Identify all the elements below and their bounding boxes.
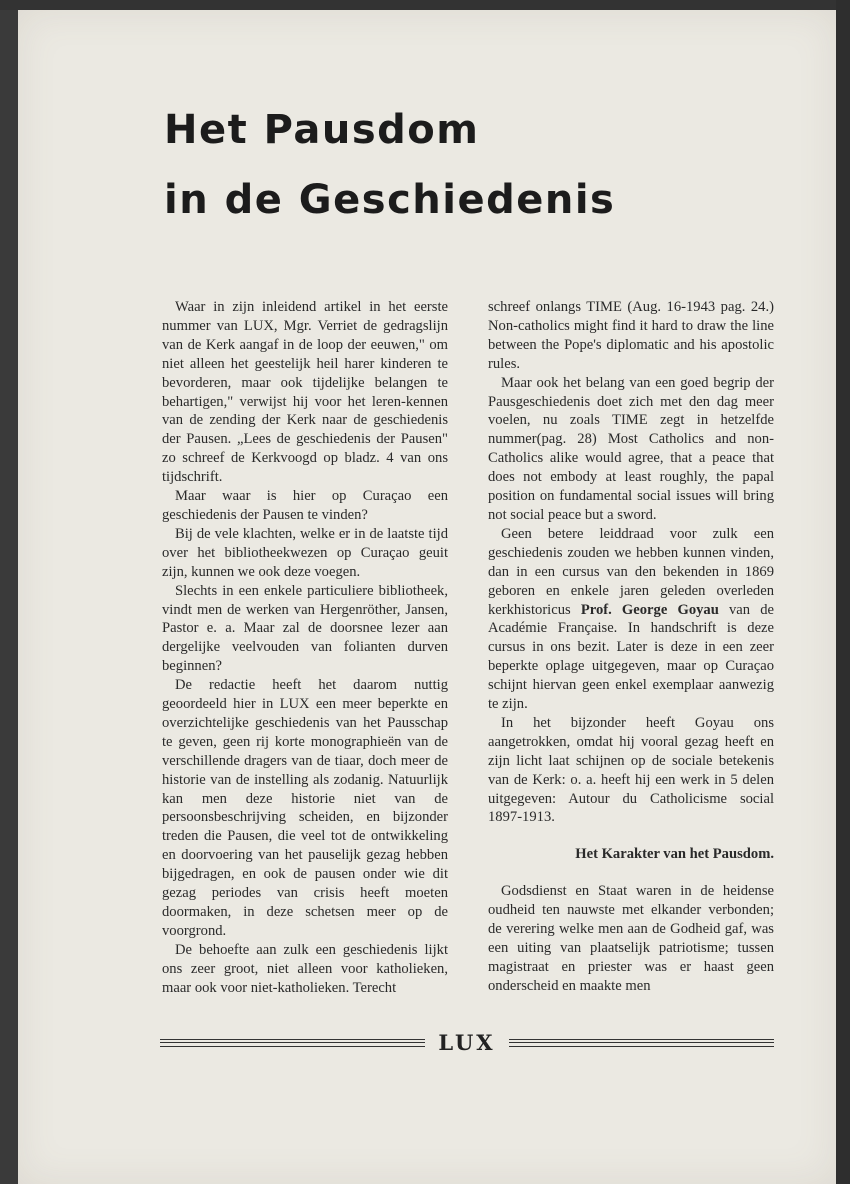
section-subheading: Het Karakter van het Pausdom. [575, 846, 774, 863]
paragraph: Bij de vele klachten, welke er in de laatste tijd over het bibliotheekwezen op Curaçao geuit zijn, kunnen we ook deze voegen. [162, 525, 448, 580]
title-line-2: in de Geschiedenis [164, 177, 616, 223]
paragraph [488, 525, 774, 714]
paragraph: Waar in zijn inleidend artikel in het eerste nummer van LUX, Mgr. Verriet de gedragslijn van de Kerk aangaf in de loop der eeuwen," om niet alleen het geestelijk heil harer kinderen te bevorderen, maar ook tijdelijke belangen te behartigen," verwijst hij voor het leren-kennen van de zending der Kerk naar de geschiedenis der Pausen. „Lees de geschiedenis der Pausen" zo schreef de Kerkvoogd op bladz. 4 van ons tijdschrift. [162, 299, 448, 486]
footer-rule-left [160, 1039, 425, 1047]
lux-logo: LUX [438, 1030, 496, 1055]
paragraph: Slechts in een enkele particuliere bibliotheek, vindt men de werken van Hergenröther, Jansen, Pastor e. a. Maar zal de doorsnee lezer aan dergelijke veelvouden van folianten durven beginnen? [162, 582, 448, 675]
paragraph: schreef onlangs TIME (Aug. 16-1943 pag. 24.) Non-catholics might find it hard to draw the line between the Pope's diplomatic and his apostolic rules. [488, 299, 774, 372]
article-title [164, 95, 724, 235]
scan-right-edge [836, 0, 850, 1184]
footer-rule-right [509, 1039, 774, 1047]
paragraph-text: van de Académie Française. In handschrift is deze cursus in ons bezit. Later is deze in een zeer beperkte oplage uitgegeven, maar op Curaçao schijnt hiervan geen enkel exemplaar aanwezig te zijn. [488, 601, 774, 713]
right-column [488, 298, 774, 996]
paragraph: De behoefte aan zulk een geschiedenis lijkt ons zeer groot, niet alleen voor katholieken, maar ook voor niet-katholieken. Terecht [162, 941, 448, 996]
title-line-1: Het Pausdom [164, 107, 480, 153]
paragraph: Maar ook het belang van een goed begrip der Pausgeschiedenis doet zich met den dag meer voelen, nu zoals TIME zegt in hetzelfde nummer(pag. 28) Most Catholics and non-Catholics alike would agree, that a peace that does not embody at least roughly, the papal position on fundamental social issues will bring not social peace but a sword. [488, 374, 774, 523]
page-footer [160, 1030, 774, 1060]
paragraph: In het bijzonder heeft Goyau ons aangetrokken, omdat hij vooral gezag heeft en zijn licht laat schijnen op de sociale betekenis van de Kerk: o. a. heeft hij een werk in 5 delen uitgegeven: Autour du Catholicisme social 1897-1913. [488, 714, 774, 826]
left-column [162, 298, 448, 998]
scan-top-edge [0, 0, 850, 10]
author-name: Prof. George Goyau [580, 601, 719, 618]
paragraph: Maar waar is hier op Curaçao een geschiedenis der Pausen te vinden? [162, 488, 448, 523]
paragraph-text: Geen betere leiddraad voor zulk een geschiedenis zouden we hebben kunnen vinden, dan in een cursus van den bekenden in 1869 geboren en enkele jaren geleden overleden kerkhistoricus [488, 525, 774, 618]
paragraph: Godsdienst en Staat waren in de heidense oudheid ten nauwste met elkander verbonden; de verering welke men aan de Godheid gaf, was een uiting van plaatselijk patriotisme; tussen magistraat en priester was er haast geen onderscheid en maakte men [488, 883, 774, 994]
paragraph: De redactie heeft het daarom nuttig geoordeeld hier in LUX een meer beperkte en overzichtelijke geschiedenis van het Pausschap te geven, geen rij korte monographieën van de verschillende dragers van de tiaar, doch meer de historie van de instelling als zodanig. Natuurlijk kan men deze historie niet van de persoonsbeschrijving scheiden, en bijzonder treden die Pausen, die veel tot de ontwikkeling en doorvoering van het pauselijk gezag hebben bijgedragen, en ook de pausen onder wie dit gezag periodes van crisis heeft moeten doormaken, in deze schetsen meer op de voorgrond. [162, 677, 448, 939]
